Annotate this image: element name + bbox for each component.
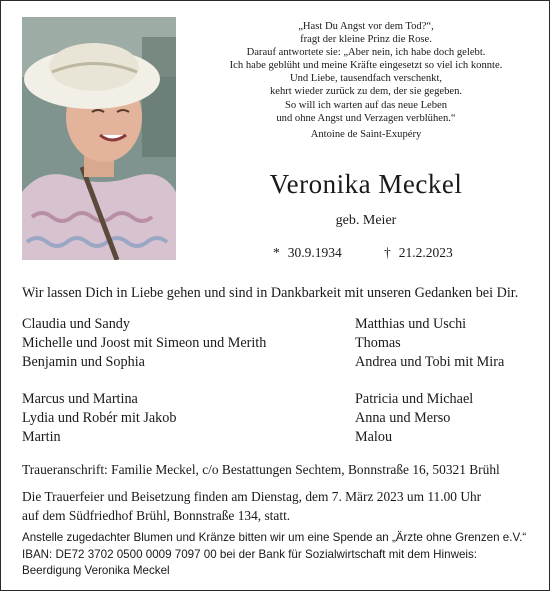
mourners-right-group-2 xyxy=(355,390,473,447)
portrait-photo xyxy=(22,17,176,260)
ceremony-line: auf dem Südfriedhof Brühl, Bonnstraße 134, statt. xyxy=(22,508,291,523)
mourner-entry: Thomas xyxy=(355,335,401,351)
portrait-illustration xyxy=(22,17,176,260)
mourners-left-group-2 xyxy=(22,390,176,447)
ceremony-line: Die Trauerfeier und Beisetzung finden am Dienstag, dem 7. März 2023 um 11.00 Uhr xyxy=(22,489,482,504)
poem-line: und ohne Angst und Verzagen verblühen.“ xyxy=(276,112,456,124)
deceased-name: Veronika Meckel xyxy=(269,169,463,199)
donation-line: Anstelle zugedachter Blumen und Kränze bitten wir um eine Spende an „Ärzte ohne Grenzen e.V.“ xyxy=(22,531,527,544)
poem-line: „Hast Du Angst vor dem Tod?“, xyxy=(298,21,434,32)
birth-star-icon: * xyxy=(273,245,280,260)
mourner-entry: Matthias und Uschi xyxy=(355,316,467,332)
mourner-entry: Michelle und Joost mit Simeon und Merith xyxy=(22,335,267,351)
poem-line: Und Liebe, tausendfach verschenkt, xyxy=(289,73,443,85)
mourning-address: Traueranschrift: Familie Meckel, c/o Bestattungen Sechtem, Bonnstraße 16, 50321 Brühl xyxy=(22,462,500,477)
death-date-line xyxy=(384,245,453,261)
donation-line: Beerdigung Veronika Meckel xyxy=(22,564,170,577)
birth-date: 30.9.1934 xyxy=(287,245,342,260)
mourner-entry: Lydia und Robér mit Jakob xyxy=(22,410,177,426)
mourner-entry: Anna und Merso xyxy=(355,410,451,426)
poem-line: fragt der kleine Prinz die Rose. xyxy=(300,34,432,46)
donation-line: IBAN: DE72 3702 0500 0009 7097 00 bei der Bank für Sozialwirtschaft mit dem Hinweis: xyxy=(22,547,477,561)
poem-quote xyxy=(196,20,536,125)
mourner-entry: Marcus und Martina xyxy=(22,391,138,407)
farewell-text: Wir lassen Dich in Liebe gehen und sind in Dankbarkeit mit unseren Gedanken bei Dir. xyxy=(22,285,519,301)
mourner-entry: Patricia und Michael xyxy=(355,391,474,407)
poem-author: Antoine de Saint-Exupéry xyxy=(310,129,422,140)
poem-line: kehrt wieder zurück zu dem, der sie gegeben. xyxy=(269,86,463,98)
mourner-entry: Claudia und Sandy xyxy=(22,316,130,332)
mourner-entry: Malou xyxy=(355,429,393,445)
birth-date-line xyxy=(273,245,342,261)
mourner-entry: Martin xyxy=(22,429,61,445)
donation-info xyxy=(22,530,528,580)
ceremony-info xyxy=(22,487,528,525)
mourner-entry: Benjamin und Sophia xyxy=(22,354,145,370)
poem-line: So will ich warten auf das neue Leben xyxy=(284,99,448,111)
poem-line: Ich habe geblüht und meine Kräfte eingesetzt so viel ich konnte. xyxy=(229,60,503,72)
mourners-right-group-1 xyxy=(355,315,504,372)
death-cross-icon: † xyxy=(384,245,391,260)
death-date: 21.2.2023 xyxy=(398,245,453,260)
maiden-name: geb. Meier xyxy=(335,213,397,228)
mourner-entry: Andrea und Tobi mit Mira xyxy=(355,354,505,370)
mourners-left-group-1 xyxy=(22,315,266,372)
poem-line: Darauf antwortete sie: „Aber nein, ich habe doch gelebt. xyxy=(246,47,486,59)
